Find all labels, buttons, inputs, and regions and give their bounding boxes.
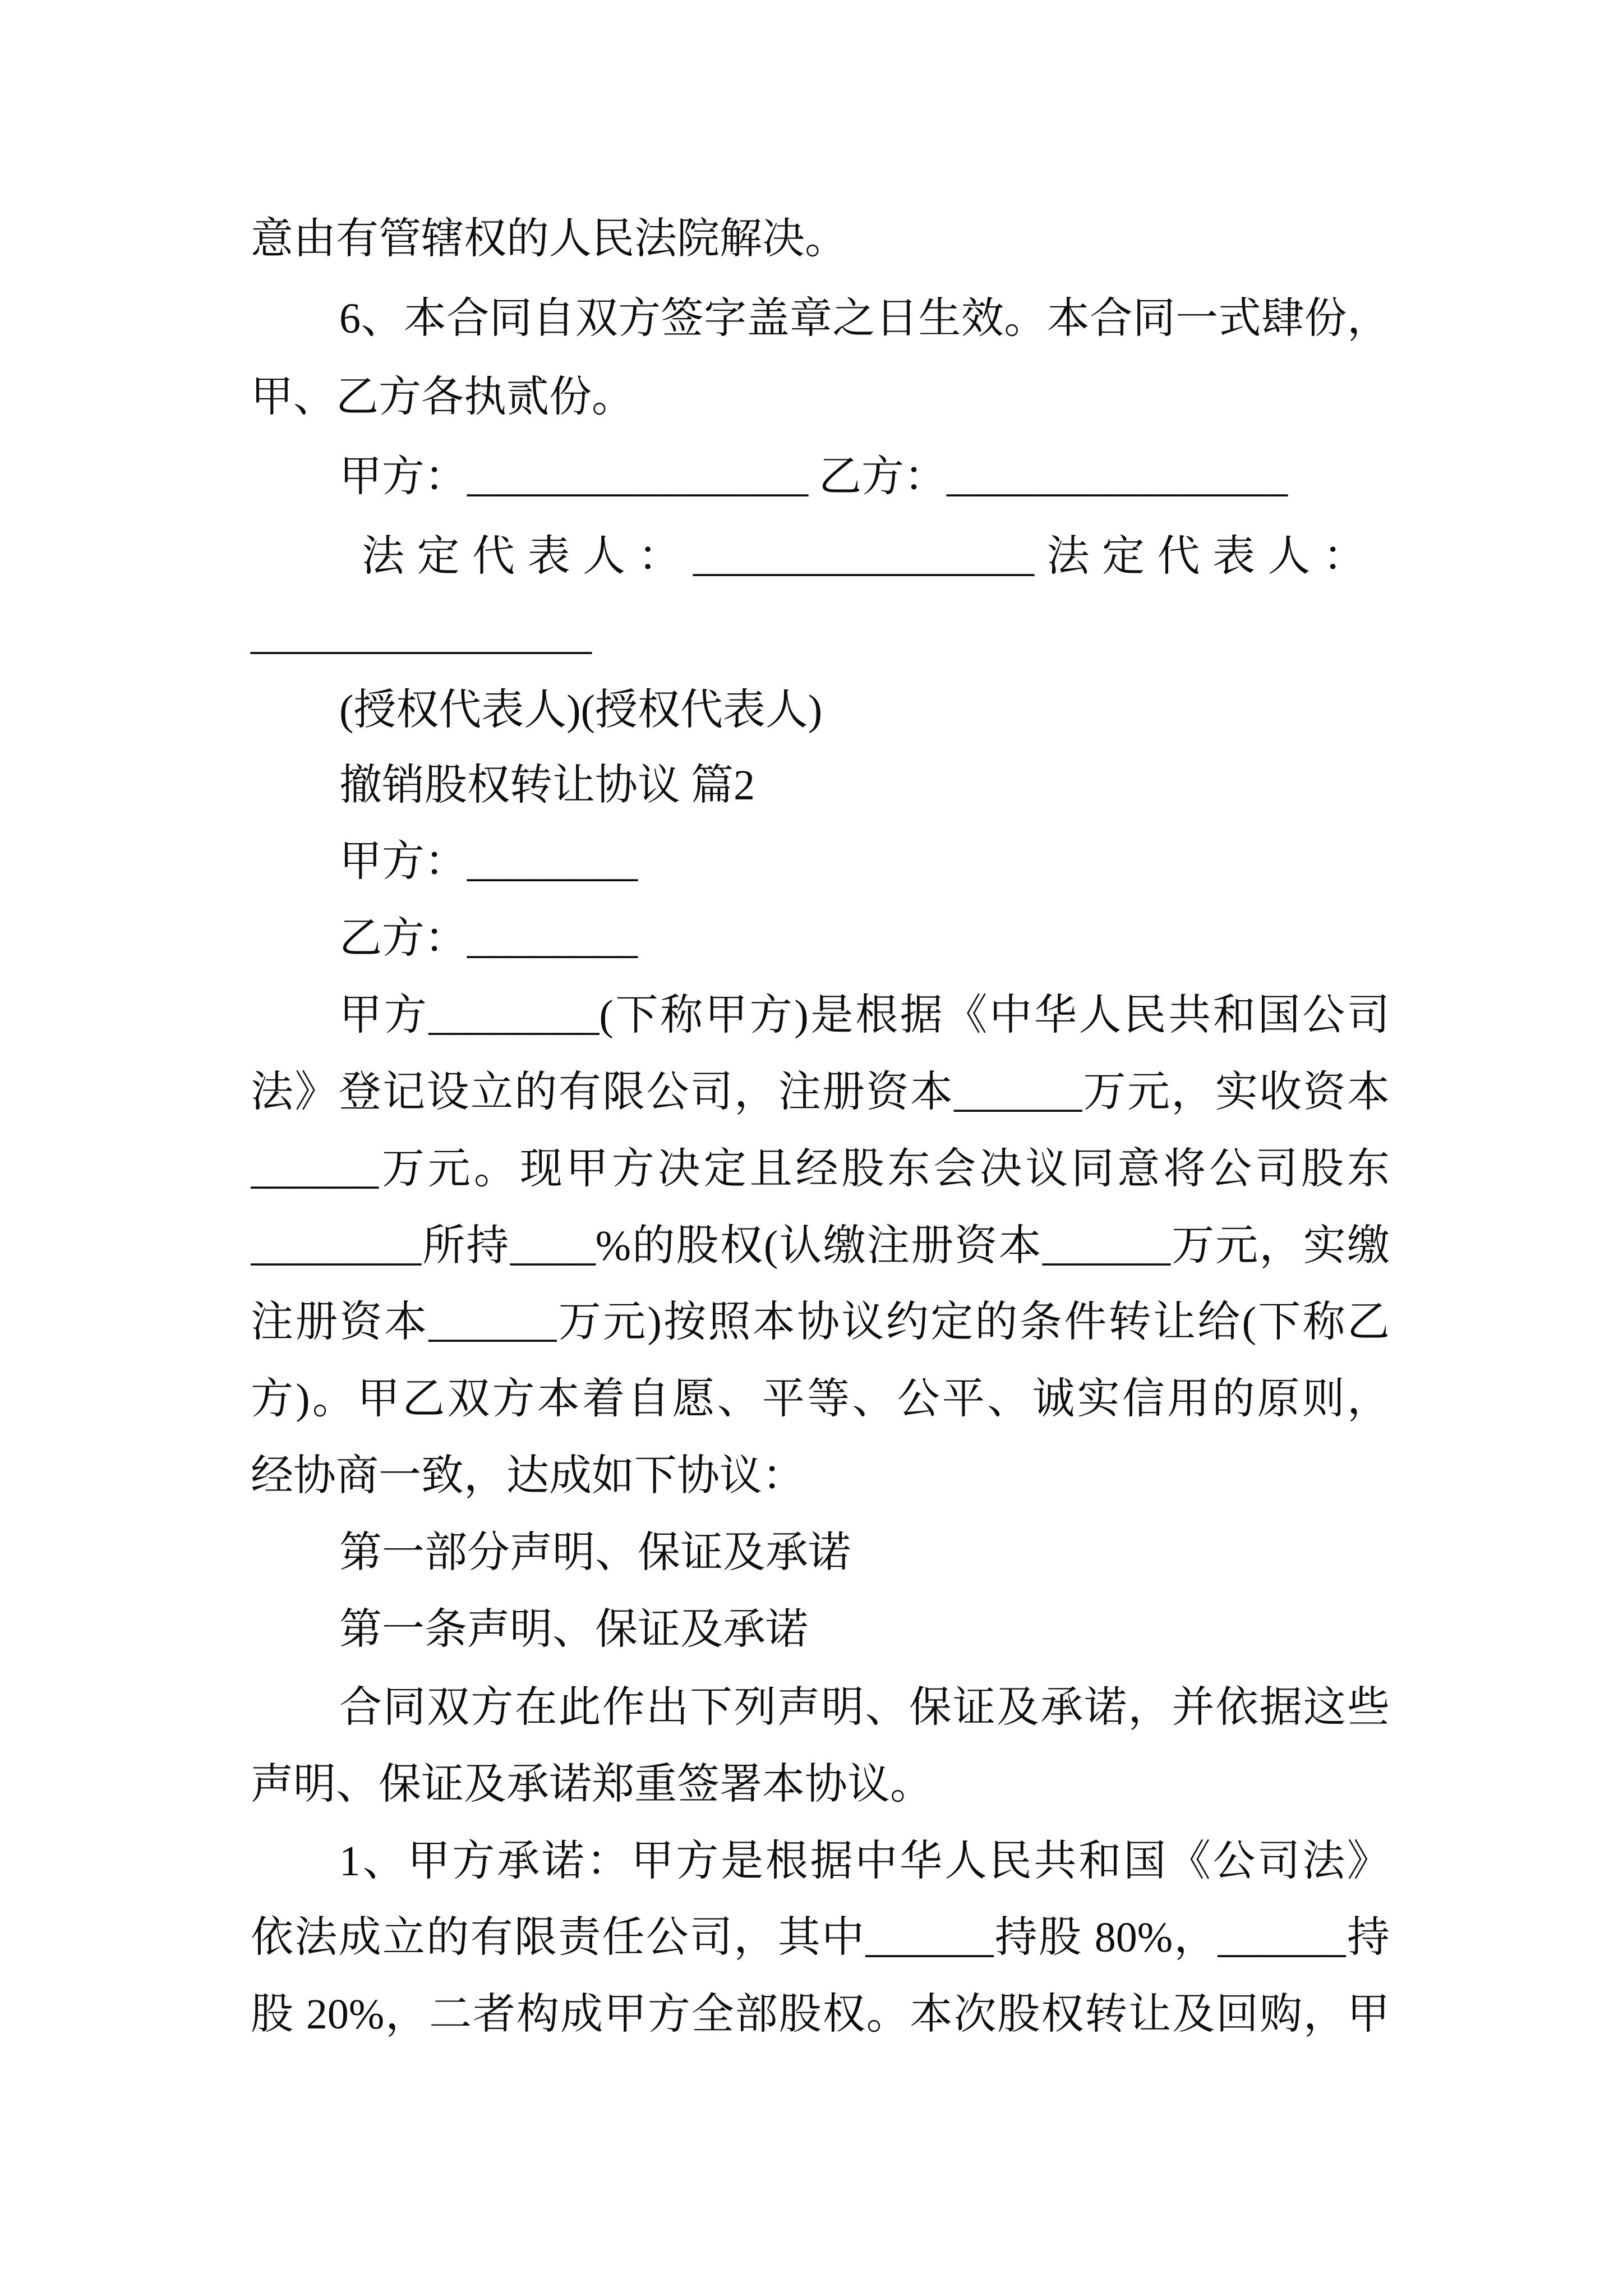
party-a-commitment-text: 股 20%，二者构成甲方全部股权。本次股权转让及回购，甲 — [251, 1991, 1390, 2038]
agreement-title: 撤销股权转让协议 篇2 — [339, 762, 755, 809]
dispute-clause-continuation: 意由有管辖权的人民法院解决。 — [251, 215, 847, 263]
preamble-text: ______万元。现甲方决定且经股东会决议同意将公司股东 — [251, 1145, 1390, 1193]
clause-6-text: 6、本合同自双方签字盖章之日生效。本合同一式肆份， — [339, 295, 1390, 342]
declaration-intro-text: 合同双方在此作出下列声明、保证及承诺，并依据这些 — [339, 1684, 1390, 1731]
party-a-commitment-text: 1、甲方承诺：甲方是根据中华人民共和国《公司法》 — [339, 1838, 1390, 1885]
party-a-commitment-text: 依法成立的有限责任公司，其中______持股 80%，______持 — [251, 1914, 1390, 1961]
preamble-text: 法》登记设立的有限公司，注册资本______万元，实收资本 — [251, 1069, 1390, 1116]
article-heading: 第一条声明、保证及承诺 — [339, 1606, 808, 1653]
declaration-intro-text: 声明、保证及承诺郑重签署本协议。 — [251, 1761, 933, 1808]
preamble-text: 注册资本______万元)按照本协议约定的条件转让给(下称乙 — [251, 1299, 1390, 1346]
authorized-representative-line: (授权代表人)(授权代表人) — [339, 687, 823, 734]
preamble-text: 方)。甲乙双方本着自愿、平等、公平、诚实信用的原则， — [251, 1375, 1390, 1423]
party-a-line: 甲方：________ — [339, 838, 638, 885]
preamble-text: ________所持____%的股权(认缴注册资本______万元，实缴 — [251, 1222, 1390, 1269]
signature-party-line: 甲方：________________ 乙方：________________ — [339, 453, 1288, 500]
part-heading: 第一部分声明、保证及承诺 — [339, 1529, 851, 1576]
legal-representative-line: 法定代表人：________________法定代表人： — [362, 533, 1366, 580]
preamble-text: 甲方________(下称甲方)是根据《中华人民共和国公司 — [339, 992, 1390, 1039]
party-b-line: 乙方：________ — [339, 915, 638, 962]
preamble-text: 经协商一致，达成如下协议： — [251, 1452, 805, 1499]
clause-6-text-continuation: 甲、乙方各执贰份。 — [251, 374, 634, 421]
legal-representative-blank: ________________ — [251, 611, 592, 658]
